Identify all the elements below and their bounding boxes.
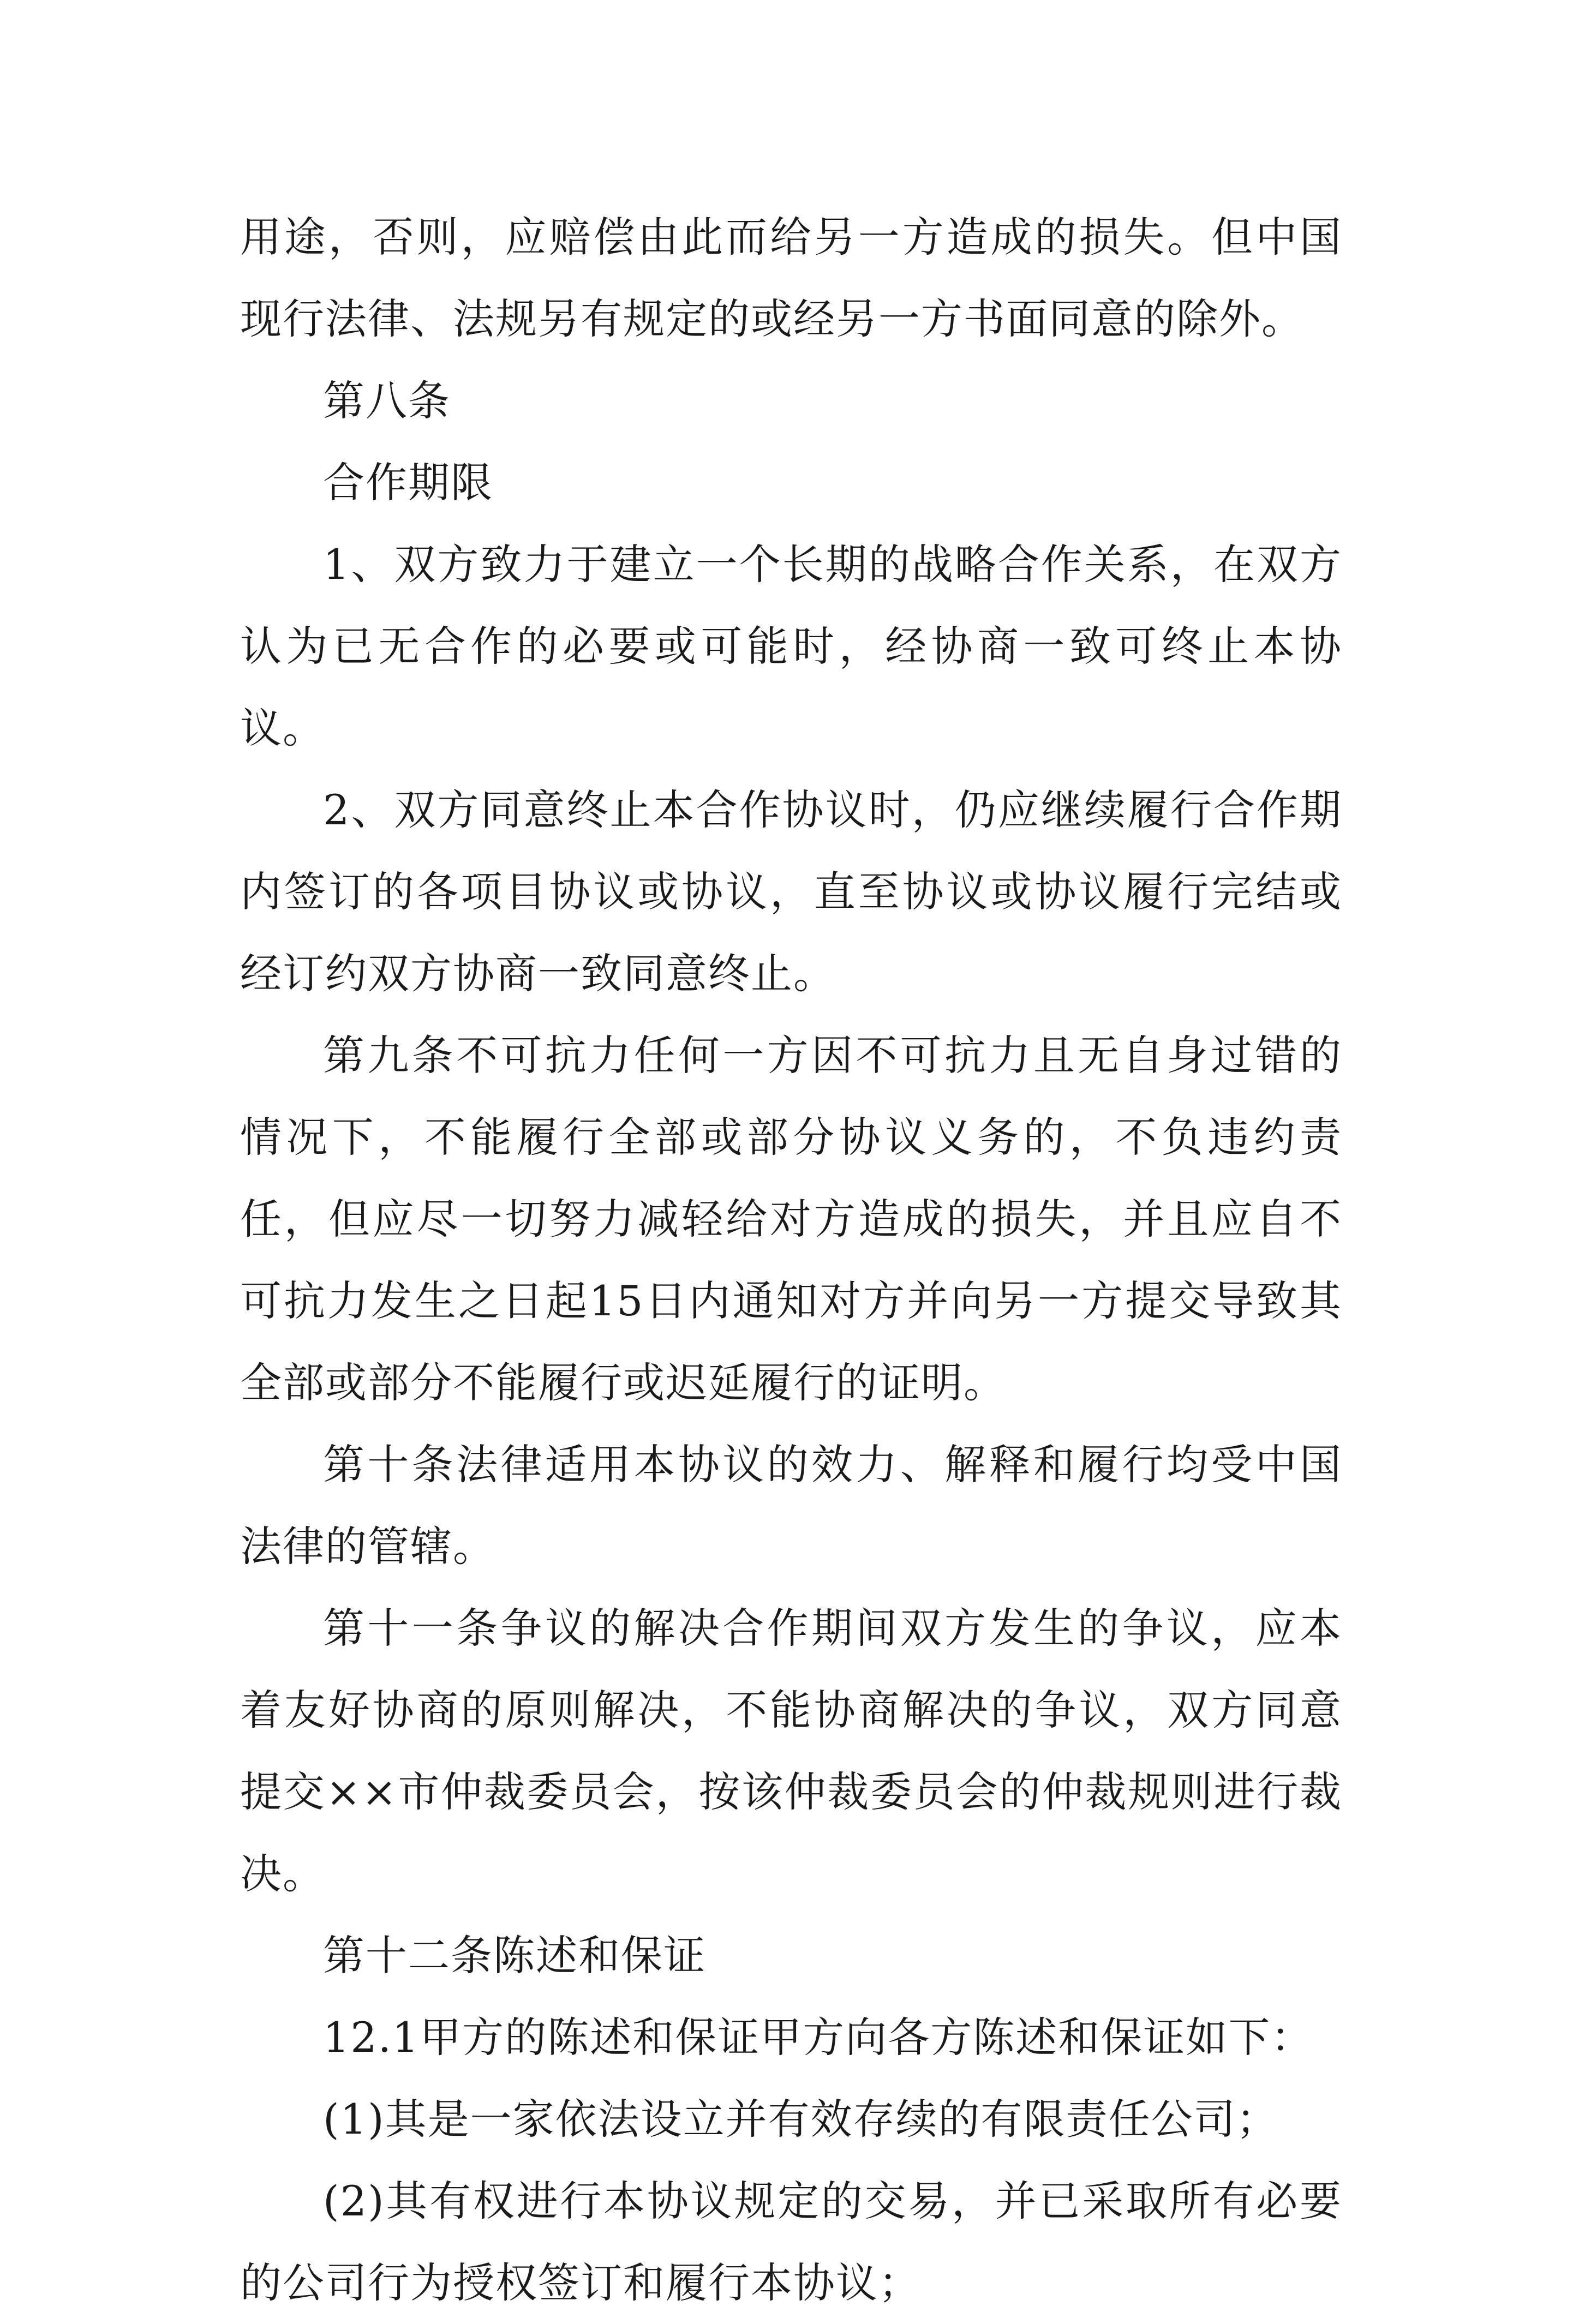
article-12-1-item-2: (2)其有权进行本协议规定的交易，并已采取所有必要的公司行为授权签订和履行本协议； bbox=[240, 2177, 1342, 2307]
article-8-heading: 第八条 bbox=[323, 376, 451, 425]
article-12-heading: 第十二条陈述和保证 bbox=[323, 1931, 706, 1980]
article-10-paragraph: 第十条法律适用本协议的效力、解释和履行均受中国法律的管辖。 bbox=[240, 1440, 1342, 1571]
article-9-paragraph: 第九条不可抗力任何一方因不可抗力且无自身过错的情况下，不能履行全部或部分协议义务的，不负违约责任，但应尽一切努力减轻给对方造成的损失，并且应自不可抗力发生之日起15日内通知对方并向另一方提交导致其全部或部分不能履行或迟延履行的证明。 bbox=[240, 1031, 1342, 1407]
document-body bbox=[240, 196, 1342, 2324]
article-12-1-item-1: (1)其是一家依法设立并有效存续的有限责任公司； bbox=[323, 2095, 1279, 2143]
article-11-paragraph: 第十一条争议的解决合作期间双方发生的争议，应本着友好协商的原则解决，不能协商解决的争议，双方同意提交××市仲裁委员会，按该仲裁委员会的仲裁规则进行裁决。 bbox=[240, 1604, 1342, 1898]
article-8-item-2: 2、双方同意终止本合作协议时，仍应继续履行合作期内签订的各项目协议或协议，直至协议或协议履行完结或经订约双方协商一致同意终止。 bbox=[240, 786, 1342, 998]
article-8-item-1: 1、双方致力于建立一个长期的战略合作关系，在双方认为已无合作的必要或可能时，经协商一致可终止本协议。 bbox=[240, 540, 1342, 752]
article-12-1-paragraph: 12.1甲方的陈述和保证甲方向各方陈述和保证如下： bbox=[323, 2013, 1314, 2062]
article-8-title: 合作期限 bbox=[323, 458, 493, 507]
paragraph-continued-usage: 用途，否则，应赔偿由此而给另一方造成的损失。但中国现行法律、法规另有规定的或经另一方书面同意的除外。 bbox=[240, 213, 1342, 343]
